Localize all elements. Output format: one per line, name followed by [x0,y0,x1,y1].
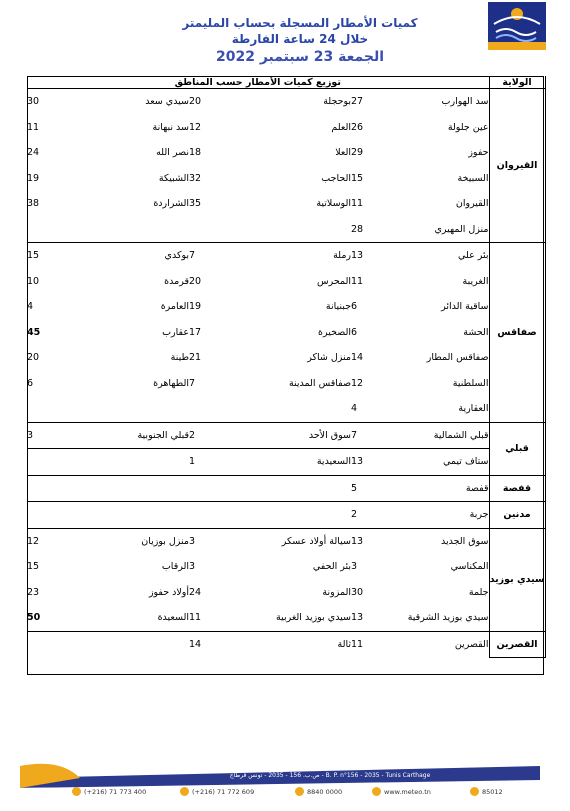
rainfall-value: 6 [27,377,34,389]
phone-icon [295,787,304,796]
station-name [73,396,189,422]
station-name: المكناسي [450,561,489,573]
station-name: عين جلولة [447,121,489,133]
footer-phone-4: 85012 [470,787,503,796]
table-row [27,294,545,320]
station-name: سيالة أولاد عسكر [281,535,352,547]
station-name: قبلي الجنوبية [73,422,189,449]
rainfall-value: 20 [189,275,202,287]
station-name: العامرة [160,301,190,313]
rainfall-value: 24 [189,586,202,598]
rainfall-value: 26 [351,121,364,133]
rainfall-value [27,449,73,476]
station-name: سيدي سعد [145,96,190,108]
table-header-row [27,76,545,89]
institution-logo [488,2,546,50]
table-row [27,422,545,449]
rainfall-value: 13 [351,535,364,547]
rainfall-value: 4 [351,396,379,422]
rainfall-value: 2 [189,422,239,449]
station-name: السعيدة [73,605,189,631]
footer-phone-3: 8840 0000 [295,787,342,796]
station-name: الوسلاتية [316,198,352,210]
rainfall-value: 4 [27,301,34,313]
rainfall-value: 11 [189,605,239,631]
station-name: الحاجب [321,172,352,184]
station-name: السلطنية [452,377,489,389]
station-name: حفوز [468,147,489,159]
rainfall-value: 15 [27,561,40,573]
rainfall-value [189,396,239,422]
rainfall-value: 32 [189,172,202,184]
rainfall-value: 12 [351,377,364,389]
rainfall-value [27,475,73,502]
rainfall-value [27,217,73,243]
report-date: الجمعة 23 سبتمبر 2022 [215,49,385,65]
station-name: المزونة [322,586,352,598]
station-name [239,502,351,529]
station-name: الطهاهرة [153,377,190,389]
rainfall-value [189,217,239,243]
table-row [27,631,545,658]
governorate-cell: قبلي [489,422,545,475]
rainfall-value: 23 [27,586,40,598]
rainfall-value: 35 [189,198,202,210]
rainfall-value: 50 [27,605,73,631]
footer-wave-graphic [0,758,570,811]
rainfall-value: 11 [351,639,364,650]
rainfall-value: 20 [189,96,202,108]
station-name: ثالة [337,639,352,650]
station-name: منزل شاكر [307,352,352,364]
rainfall-value: 1 [189,449,239,476]
globe-icon [372,787,381,796]
rainfall-value: 12 [27,535,40,547]
station-name: بوحجلة [323,96,352,108]
rainfall-value: 21 [189,352,202,364]
station-name: سد نبهانة [152,121,190,133]
rainfall-value: 11 [351,275,364,287]
station-name: سد الهوارب [441,96,489,108]
footer-address: ص.ب. 156 - 2035 - تونس قرطاج - B. P. n°156 - 2035 - Tunis Carthage [229,772,431,779]
station-name: بوكدي [164,250,190,262]
station-name: الرقاب [161,561,190,573]
table-row [27,605,545,631]
rainfall-value: 7 [189,377,196,389]
rainfall-value: 10 [27,275,40,287]
rainfall-value: 5 [351,475,379,502]
table-row [27,449,545,476]
station-name [73,475,189,502]
table-row [27,554,545,580]
station-name: العلم [331,121,352,133]
table-row [27,320,545,346]
report-subtitle: خلال 24 ساعة الفارطة [231,32,369,46]
station-name: بئر الحفي [312,561,352,573]
rainfall-value: 13 [351,250,364,262]
rainfall-value [27,502,73,529]
station-name: نصر الله [156,147,190,159]
table-row [27,115,545,141]
rainfall-value: 29 [351,147,364,159]
rainfall-value: 20 [27,352,40,364]
rainfall-value: 14 [189,639,202,650]
rainfall-value: 30 [351,586,364,598]
station-name: قرمدة [164,275,190,287]
station-name: قفصة [379,475,489,502]
station-name: الصخيرة [318,326,352,338]
rainfall-value: 6 [351,301,358,313]
rainfall-value [189,475,239,502]
rainfall-value: 30 [27,96,40,108]
rainfall-value: 13 [351,605,379,631]
station-name: العقارية [379,396,489,422]
report-title: كميات الأمطار المسجلة بحساب المليمتر [182,16,418,30]
station-name [239,475,351,502]
table-row [27,528,545,554]
governorate-cell: سيدي بوزيد [489,528,545,631]
table-row [27,166,545,192]
station-name: ساقية الدائر [441,301,489,313]
station-name: سوق الأحد [239,422,351,449]
station-name: جلمة [468,586,489,598]
table-row [27,396,545,422]
rainfall-value: 12 [189,121,202,133]
rainfall-value: 45 [27,326,41,338]
rainfall-value: 14 [351,352,364,364]
rainfall-value: 27 [351,96,364,108]
station-name: سيدي بوزيد الشرقية [379,605,489,631]
governorate-cell: مدنين [489,502,545,529]
footer-phone-2: (+216) 71 772 609 [180,787,254,796]
rainfall-value: 7 [351,422,379,449]
fax-icon [180,787,189,796]
station-name: القصرين [454,639,489,650]
station-name: الشراردة [153,198,190,210]
station-name [73,631,189,658]
table-row [27,475,545,502]
rainfall-value: 13 [351,449,379,476]
station-name [73,502,189,529]
rainfall-value: 2 [351,502,379,529]
station-name [239,217,351,243]
rainfall-value: 3 [351,561,358,573]
rainfall-value: 19 [189,301,202,313]
governorate-column-header: الولاية [489,76,545,89]
station-name [239,396,351,422]
station-name: جبنيانة [325,301,352,313]
rainfall-value: 38 [27,198,40,210]
governorate-cell: صفاقس [489,243,545,423]
station-name: بئر علي [458,250,489,262]
rainfall-value: 6 [351,326,358,338]
rainfall-value: 3 [189,535,196,547]
station-name: قبلي الشمالية [379,422,489,449]
station-name [73,217,189,243]
station-name: الشبيكة [158,172,190,184]
table-row [27,269,545,295]
station-name: سوق الجديد [440,535,489,547]
table-row [27,243,545,269]
table-row [27,217,545,243]
table-row [27,580,545,606]
rainfall-value: 19 [27,172,40,184]
table-row [27,140,545,166]
rainfall-value: 24 [27,147,40,159]
distribution-column-header: توزيع كميات الأمطار حسب المناطق [27,76,489,89]
station-name: ستاف تيمي [379,449,489,476]
footer-website[interactable]: www.meteo.tn [372,787,431,796]
rainfall-value [27,396,73,422]
table-row [27,89,545,115]
rainfall-value: 15 [351,172,364,184]
station-name: أولاد حفوز [148,586,190,598]
phone-icon [470,787,479,796]
station-name: العلا [335,147,352,159]
station-name: المحرس [317,275,352,287]
rainfall-table [27,76,546,658]
table-row [27,191,545,217]
station-name: منزل المهيري [379,217,489,243]
station-name: صفاقس المدينة [288,377,352,389]
table-row [27,502,545,529]
rainfall-value: 11 [351,198,364,210]
station-name: سيدي بوزيد الغربية [239,605,351,631]
footer-phone-1: (+216) 71 773 400 [72,787,146,796]
governorate-cell: قفصة [489,475,545,502]
rainfall-value: 3 [189,561,196,573]
station-name: جربة [379,502,489,529]
rainfall-value: 15 [27,250,40,262]
table-row [27,371,545,397]
station-name: رملة [333,250,352,262]
station-name: الحشة [463,326,489,338]
rainfall-value: 3 [27,422,73,449]
rainfall-value: 18 [189,147,202,159]
rainfall-value: 17 [189,326,202,338]
rainfall-value: 28 [351,217,379,243]
station-name [73,449,189,476]
station-name: صفاقس المطار [426,352,489,364]
station-name: منزل بوزيان [141,535,190,547]
station-name: السبيخة [457,172,489,184]
station-name: طينة [170,352,190,364]
table-row [27,345,545,371]
governorate-cell: القصرين [489,631,545,658]
rainfall-value [189,502,239,529]
phone-icon [72,787,81,796]
station-name: عقارب [162,326,190,338]
governorate-cell: القيروان [489,89,545,243]
station-name: السعيدية [239,449,351,476]
rainfall-value: 11 [27,121,40,133]
rainfall-value [27,631,73,658]
page-footer [0,758,570,811]
rainfall-value: 7 [189,250,196,262]
station-name: الغريبة [462,275,489,287]
station-name: القيروان [455,198,489,210]
